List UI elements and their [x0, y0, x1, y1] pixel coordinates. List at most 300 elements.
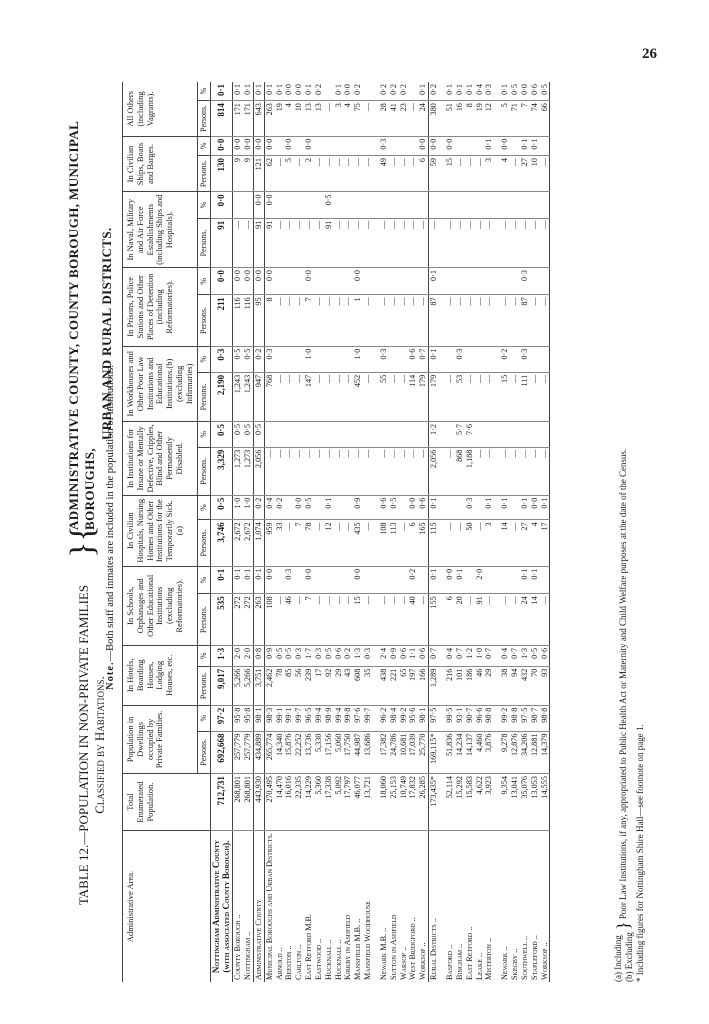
pct-cell: 0·3 [284, 566, 294, 594]
total-cell: 16,016 [284, 774, 294, 831]
persons-cell: — [540, 156, 550, 192]
table-row [465, 82, 475, 982]
table-row [445, 82, 455, 982]
pct-cell [379, 566, 389, 594]
persons-cell: 12 [324, 520, 334, 566]
pct-cell: 1·1 [408, 645, 418, 666]
persons-cell: 263 [253, 594, 264, 646]
pct-cell: 98·8 [484, 705, 494, 731]
persons-cell: — [304, 447, 314, 495]
header-hotels: In Hotels, Boarding Houses, Lodging Houses, etc. [123, 645, 198, 705]
pct-cell: 0·3 [465, 495, 475, 520]
pct-cell: 1·0 [475, 645, 485, 666]
pct-cell: 0·1 [304, 82, 314, 101]
persons-cell: 14,234 [455, 731, 465, 774]
persons-cell: 15,876 [284, 731, 294, 774]
persons-cell: 10 [530, 156, 540, 192]
pct-cell: 0·3 [379, 136, 389, 155]
persons-cell: 171 [243, 101, 253, 137]
pct-cell: 1·3 [520, 645, 530, 666]
persons-cell: — [294, 295, 304, 346]
pct-cell [484, 566, 494, 594]
persons-cell: — [284, 218, 294, 267]
persons-cell: — [484, 447, 494, 495]
persons-cell: — [530, 372, 540, 421]
persons-cell: 78 [275, 666, 285, 705]
pct-cell: 96·2 [379, 705, 389, 731]
pct-cell: 99·5 [445, 705, 455, 731]
total-cell: 712,731 [210, 774, 233, 831]
persons-cell: 51 [445, 101, 455, 137]
persons-cell: 43 [343, 666, 353, 705]
pct-cell [484, 268, 494, 295]
pct-cell: 0·0 [353, 566, 363, 594]
pct-cell [389, 136, 399, 155]
header-insane: In Institutions for Insane or Mentally Defective, Cripples, Blind and Other Permanently Disabled. [123, 422, 198, 496]
pct-cell: 98·1 [253, 705, 264, 731]
pct-cell: 0·1 [243, 82, 253, 101]
persons-cell: 12 [484, 101, 494, 137]
persons-cell: 6 [445, 594, 455, 646]
pct-cell [243, 192, 253, 218]
persons-cell: 5 [284, 156, 294, 192]
persons-cell: — [343, 156, 353, 192]
persons-cell: 257,779 [243, 731, 253, 774]
pct-cell: 7·6 [465, 422, 475, 448]
pct-cell [445, 192, 455, 218]
persons-cell: 14 [500, 520, 510, 566]
persons-cell: — [379, 447, 389, 495]
pct-cell: 0·1 [243, 566, 253, 594]
pct-cell: 0·5 [324, 192, 334, 218]
pct-cell: 0·6 [418, 645, 428, 666]
pct-cell: 1·2 [429, 422, 439, 448]
pct-cell [540, 136, 550, 155]
pct-cell [363, 422, 373, 448]
total-cell: 22,335 [294, 774, 304, 831]
pct-cell [530, 422, 540, 448]
pct-cell [500, 422, 510, 448]
persons-cell: 101 [455, 666, 465, 705]
pct-cell [379, 268, 389, 295]
total-cell: 14,555 [540, 774, 550, 831]
pct-cell: 0·2 [275, 495, 285, 520]
persons-cell: — [475, 447, 485, 495]
persons-cell: 130 [210, 156, 233, 192]
pct-cell [455, 495, 465, 520]
pct-cell: 0·4 [445, 645, 455, 666]
persons-cell: — [510, 594, 520, 646]
pct-cell [363, 495, 373, 520]
area-name-cell: East Retford M.B. [304, 913, 314, 980]
area-name-cell: Basford .. [445, 944, 455, 980]
persons-cell: 3,329 [210, 447, 233, 495]
persons-cell: — [445, 520, 455, 566]
pct-cell: 0·5 [210, 422, 233, 448]
note [105, 365, 116, 690]
persons-cell: — [324, 156, 334, 192]
persons-cell: 15 [445, 156, 455, 192]
persons-cell: 12,876 [510, 731, 520, 774]
title-brace: }{ [64, 525, 101, 558]
persons-cell: — [500, 295, 510, 346]
footnote-a-label: (a) Including [612, 935, 623, 982]
persons-cell: 38 [500, 666, 510, 705]
persons-cell: — [284, 447, 294, 495]
table-row [484, 82, 494, 982]
subheader-pct: % [198, 136, 210, 155]
persons-cell: — [530, 218, 540, 267]
persons-cell: — [353, 156, 363, 192]
pct-cell: 0·7 [455, 645, 465, 666]
persons-cell: — [275, 372, 285, 421]
pct-cell: 0·3 [520, 268, 530, 295]
persons-cell: — [363, 594, 373, 646]
pct-cell [264, 422, 274, 448]
pct-cell [343, 136, 353, 155]
pct-cell: 0·0 [304, 136, 314, 155]
table-row [264, 82, 274, 982]
total-cell: 46,077 [353, 774, 363, 831]
persons-cell: — [243, 218, 253, 267]
persons-cell: 17 [314, 666, 324, 705]
persons-cell: 15 [500, 372, 510, 421]
persons-cell: — [294, 156, 304, 192]
pct-cell [314, 136, 324, 155]
persons-cell: 13,736 [304, 731, 314, 774]
pct-cell [324, 346, 334, 372]
pct-cell: 0·7 [418, 346, 428, 372]
persons-cell: — [379, 295, 389, 346]
pct-cell: 99·7 [294, 705, 304, 731]
table-row [389, 82, 399, 982]
pct-cell: 0·9 [353, 495, 363, 520]
pct-cell: 0·1 [253, 82, 264, 101]
persons-cell: 9,278 [500, 731, 510, 774]
table-row [399, 82, 409, 982]
persons-cell: 10,681 [399, 731, 409, 774]
subheader-pct: % [198, 268, 210, 295]
persons-cell: — [343, 218, 353, 267]
persons-cell: — [500, 218, 510, 267]
pct-cell: 2·4 [379, 645, 389, 666]
pct-cell [275, 422, 285, 448]
pct-cell: 0·0 [294, 495, 304, 520]
pct-cell: 0·3 [314, 645, 324, 666]
total-cell: 35,076 [520, 774, 530, 831]
area-name-cell: East Retford .. [464, 926, 474, 980]
subheader-pct: % [198, 192, 210, 218]
table-row [343, 82, 353, 982]
persons-cell: — [314, 156, 324, 192]
table-row [233, 82, 243, 982]
header-area: Administrative Area. [123, 831, 211, 982]
pct-cell: 0·5 [233, 422, 243, 448]
persons-cell: — [343, 372, 353, 421]
pct-cell: 95·8 [233, 705, 243, 731]
pct-cell: 0·1 [520, 136, 530, 155]
pct-cell [363, 566, 373, 594]
persons-cell: 6 [408, 520, 418, 566]
pct-cell: 0·1 [484, 136, 494, 155]
pct-cell [353, 136, 363, 155]
pct-cell: 0·1 [429, 268, 439, 295]
persons-cell: 121 [253, 156, 264, 192]
persons-cell: — [540, 594, 550, 646]
pct-cell: 0·1 [253, 566, 264, 594]
persons-cell: 1,243 [243, 372, 253, 421]
pct-cell: 96·5 [304, 705, 314, 731]
pct-cell: 0·1 [540, 495, 550, 520]
persons-cell: 24 [418, 101, 428, 137]
persons-cell: 14,379 [540, 731, 550, 774]
area-name-cell: Hucknall .. [323, 939, 333, 980]
pct-cell: 1·3 [210, 645, 233, 666]
total-cell: 173,435* [429, 774, 439, 831]
area-name-cell: Stapleford .. [529, 935, 539, 980]
pct-cell [343, 346, 353, 372]
pct-cell [389, 566, 399, 594]
persons-cell: 62 [264, 156, 274, 192]
persons-cell: — [314, 447, 324, 495]
pct-cell [510, 136, 520, 155]
persons-cell: 171 [233, 101, 243, 137]
pct-cell [275, 136, 285, 155]
header-others: All Others (including Vagrants). [123, 82, 198, 136]
pct-cell [540, 566, 550, 594]
pct-cell: 97·6 [353, 705, 363, 731]
pct-cell [484, 346, 494, 372]
subheader-pct: % [198, 495, 210, 520]
persons-cell: — [363, 101, 373, 137]
total-cell: 52,114 [445, 774, 455, 831]
total-cell: 15,292 [455, 774, 465, 831]
persons-cell: — [275, 218, 285, 267]
persons-cell: 3 [484, 520, 494, 566]
total-cell: 268,801 [233, 774, 243, 831]
persons-cell: 2,672 [243, 520, 253, 566]
pct-cell: 1·7 [304, 645, 314, 666]
persons-cell: 51,836 [445, 731, 455, 774]
pct-cell: 0·2 [343, 645, 353, 666]
persons-cell: 5 [500, 101, 510, 137]
persons-cell: — [475, 520, 485, 566]
persons-cell: 34,206 [520, 731, 530, 774]
pct-cell [314, 422, 324, 448]
persons-cell: 13,686 [363, 731, 373, 774]
footnotes [612, 449, 647, 982]
persons-cell: 15 [353, 594, 363, 646]
persons-cell: 115 [429, 520, 439, 566]
area-name-cell: Worksop .. [418, 942, 428, 980]
rotated-table-page [60, 75, 660, 990]
persons-cell: — [334, 447, 344, 495]
persons-cell: 19 [475, 101, 485, 137]
persons-cell: — [389, 295, 399, 346]
pct-cell: 98·4 [389, 705, 399, 731]
table-row [418, 82, 428, 982]
persons-cell: 49 [379, 156, 389, 192]
pct-cell: 0·0 [264, 566, 274, 594]
persons-cell: 91 [210, 218, 233, 267]
table-row [475, 82, 485, 982]
subheader-pct: % [198, 346, 210, 372]
persons-cell: — [540, 372, 550, 421]
area-name-cell: Newark .. [500, 946, 510, 980]
persons-cell: — [389, 594, 399, 646]
pct-cell: 99·4 [314, 705, 324, 731]
pct-cell: 0·7 [510, 645, 520, 666]
pct-cell: 0·0 [264, 136, 274, 155]
pct-cell: 0·2 [399, 82, 409, 101]
persons-cell: 9 [233, 156, 243, 192]
persons-cell: — [484, 218, 494, 267]
pct-cell: 0·7 [429, 645, 439, 666]
persons-cell: 53 [455, 372, 465, 421]
persons-cell: — [324, 447, 334, 495]
pct-cell: 0·5 [210, 495, 233, 520]
subheader-persons: Persons. [198, 594, 210, 646]
persons-cell: 263 [264, 101, 274, 137]
pct-cell [484, 192, 494, 218]
persons-cell: — [530, 447, 540, 495]
persons-cell: 14 [530, 594, 540, 646]
pct-cell: 0·1 [520, 566, 530, 594]
pct-cell: 0·5 [510, 82, 520, 101]
persons-cell: — [520, 218, 530, 267]
pct-cell: 0·3 [455, 346, 465, 372]
persons-cell: 35 [363, 666, 373, 705]
pct-cell: 0·0 [210, 192, 233, 218]
pct-cell [314, 268, 324, 295]
subheader-persons: Persons. [198, 520, 210, 566]
persons-cell: — [363, 520, 373, 566]
persons-cell: 93 [540, 666, 550, 705]
area-name-cell: Arnold .. [274, 947, 284, 980]
population-table [122, 82, 550, 982]
pct-cell [314, 192, 324, 218]
pct-cell: 0·5 [284, 645, 294, 666]
pct-cell: 0·0 [500, 136, 510, 155]
persons-cell: 22,252 [294, 731, 304, 774]
pct-cell: 0·3 [210, 346, 233, 372]
persons-cell: 27 [520, 156, 530, 192]
table-row [379, 82, 389, 982]
area-name-cell: Rural Districts .. [429, 831, 439, 982]
persons-cell: 5,266 [243, 666, 253, 705]
pct-cell: 0·1 [233, 566, 243, 594]
persons-cell: — [314, 372, 324, 421]
subheader-persons: Persons. [198, 666, 210, 705]
persons-cell: — [399, 156, 409, 192]
persons-cell: 74 [530, 101, 540, 137]
pct-cell [334, 268, 344, 295]
persons-cell: 239 [304, 666, 314, 705]
pct-cell: 0·1 [530, 566, 540, 594]
pct-cell: 99·7 [363, 705, 373, 731]
persons-cell: 91 [253, 218, 264, 267]
pct-cell: 0·1 [210, 82, 233, 101]
pct-cell: 0·5 [243, 422, 253, 448]
persons-cell: — [353, 218, 363, 267]
pct-cell: 0·2 [353, 82, 363, 101]
persons-cell: — [475, 218, 485, 267]
pct-cell: 0·1 [455, 82, 465, 101]
total-cell: 17,338 [324, 774, 334, 831]
persons-cell: 108 [379, 520, 389, 566]
persons-cell: — [500, 447, 510, 495]
persons-cell: — [284, 520, 294, 566]
pct-cell [399, 495, 409, 520]
subheader-persons: Persons. [198, 218, 210, 267]
pct-cell: 98·1 [418, 705, 428, 731]
subheader-persons: Persons. [198, 731, 210, 774]
persons-cell: 166 [418, 666, 428, 705]
pct-cell: 97·5 [520, 705, 530, 731]
pct-cell: 0·0 [445, 566, 455, 594]
persons-cell: — [510, 372, 520, 421]
area-name-cell: Worksop .. [539, 942, 549, 980]
pct-cell [353, 192, 363, 218]
pct-cell [294, 566, 304, 594]
persons-cell: — [334, 594, 344, 646]
header-hospitals: In Civilian Hospitals, Nursing Homes and Other Institutions for the Temporarily Sick.(a) [123, 495, 198, 566]
persons-cell: — [353, 447, 363, 495]
pct-cell [314, 566, 324, 594]
persons-cell: 17 [540, 520, 550, 566]
persons-cell: 44,987 [353, 731, 363, 774]
persons-cell: 272 [233, 594, 243, 646]
persons-cell: — [455, 520, 465, 566]
pct-cell [294, 192, 304, 218]
pct-cell: 95·8 [243, 705, 253, 731]
pct-cell [324, 566, 334, 594]
pct-cell: 0·0 [243, 136, 253, 155]
pct-cell [343, 495, 353, 520]
subheader-persons: Persons. [198, 295, 210, 346]
persons-cell: — [455, 295, 465, 346]
total-cell: 268,801 [243, 774, 253, 831]
pct-cell: 0·0 [530, 495, 540, 520]
pct-cell: 98·9 [324, 705, 334, 731]
pct-cell: 95·6 [408, 705, 418, 731]
pct-cell [275, 268, 285, 295]
pct-cell: 0·3 [294, 645, 304, 666]
pct-cell [475, 495, 485, 520]
persons-cell: 6 [418, 156, 428, 192]
area-name-cell: Mansfield M.B. .. [353, 918, 363, 980]
area-name-cell: Administrative County [253, 831, 264, 982]
persons-cell: 3,751 [253, 666, 264, 705]
pct-cell [324, 268, 334, 295]
pct-cell: 0·4 [475, 82, 485, 101]
persons-cell: — [510, 156, 520, 192]
pct-cell: 1·0 [353, 346, 363, 372]
persons-cell: — [324, 101, 334, 137]
persons-cell: — [465, 372, 475, 421]
table-row [284, 82, 294, 982]
pct-cell: 0·5 [540, 82, 550, 101]
pct-cell [465, 268, 475, 295]
pct-cell: 0·5 [233, 346, 243, 372]
pct-cell: 1·3 [353, 645, 363, 666]
pct-cell [294, 268, 304, 295]
table-row [294, 82, 304, 982]
pct-cell: 0·1 [465, 82, 475, 101]
pct-cell: 0·5 [389, 495, 399, 520]
pct-cell [324, 136, 334, 155]
pct-cell: 0·5 [243, 346, 253, 372]
